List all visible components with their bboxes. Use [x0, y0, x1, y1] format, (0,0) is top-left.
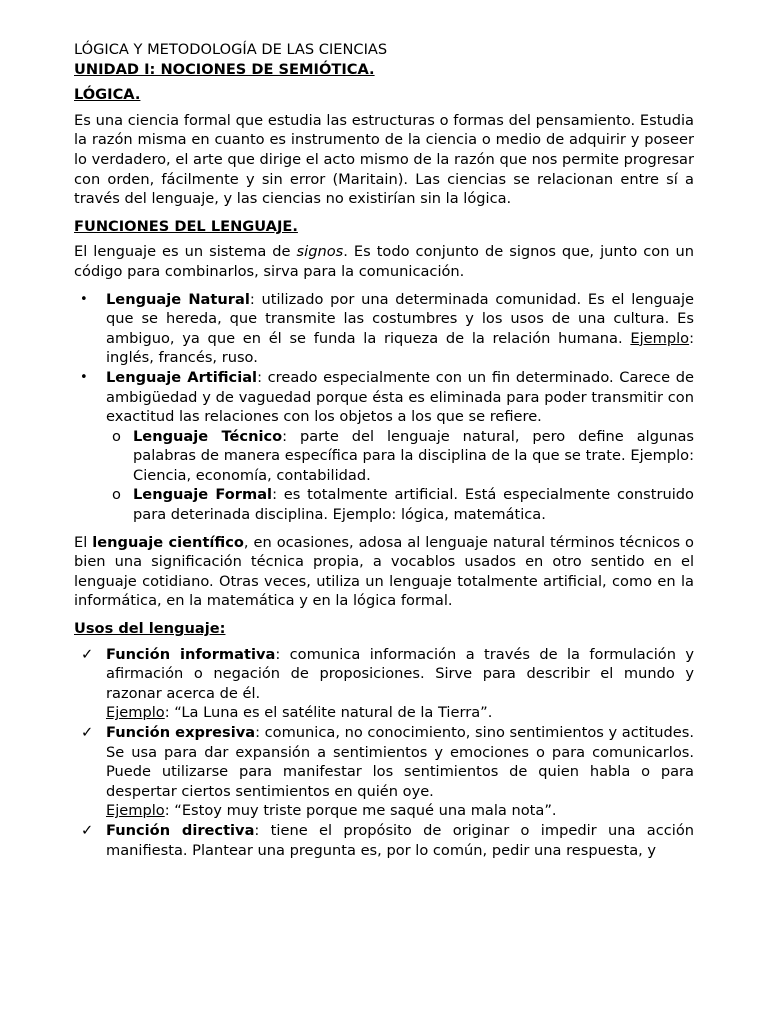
bullet-disc-icon: • — [80, 369, 88, 385]
term-formal: Lenguaje Formal — [133, 486, 273, 504]
usos-list — [74, 645, 694, 861]
term-informativa: Función informativa — [106, 645, 276, 663]
text-tecnico: : parte del lenguaje natural, pero define algunas palabras de manera específica para la disciplina de la que se trate. Ejemplo: Ciencia, economía, contabilidad. — [133, 427, 694, 484]
cientifico-text-a: El — [74, 533, 93, 551]
checkmark-icon: ✓ — [81, 724, 94, 741]
section-title-funciones: FUNCIONES DEL LENGUAJE. — [74, 217, 298, 235]
intro-emphasis: signos — [296, 243, 344, 261]
text-expresiva: : comunica, no conocimiento, sino sentimientos y actitudes. Se usa para dar expansión a sentimientos y emociones o para comunicarlos. Puede utilizarse para manifestar los sentimientos de quien habla o para despertar ciertos sentimientos en quién oye. — [106, 724, 695, 800]
logica-paragraph: Es una ciencia formal que estudia las estructuras o formas del pensamiento. Estudia la razón misma en cuanto es instrumento de la ciencia o medio de adquirir y poseer lo verdadero, el arte que dirige el acto mismo de la razón que nos permite progresar con orden, fácilmente y sin error (Maritain). Las ciencias se relacionan entre sí a través del lenguaje, y las ciencias no existirían sin la lógica. — [74, 111, 694, 208]
checkmark-icon: ✓ — [81, 821, 94, 839]
checkmark-icon: ✓ — [81, 645, 94, 663]
example-text-expresiva: : “Estoy muy triste porque me saqué una mala nota”. — [164, 802, 557, 820]
list-item-artificial — [74, 368, 694, 525]
term-artificial: Lenguaje Artificial — [106, 368, 258, 386]
list-item-expresiva — [74, 723, 694, 821]
cientifico-paragraph — [74, 533, 694, 611]
example-label-informativa: Ejemplo — [106, 704, 165, 722]
list-item-natural — [74, 290, 694, 368]
text-formal: : es totalmente artificial. Está especialmente construido para deterinada disciplina. Ejemplo: lógica, matemática. — [133, 486, 694, 524]
funciones-intro-paragraph — [74, 242, 694, 281]
cientifico-text-b: , en ocasiones, adosa al lenguaje natural términos técnicos o bien una significación técnica propia, a vocablos usados en otro sentido en el lenguaje cotidiano. Otras veces, utiliza un lenguaje totalmente artificial, como en la informática, en la matemática y en la lógica formal. — [74, 533, 694, 610]
bullet-disc-icon: • — [80, 291, 88, 307]
intro-text-b: . Es todo conjunto de signos que, junto con un código para combinarlos, sirva para la comunicación. — [74, 243, 694, 280]
example-informativa — [106, 703, 694, 723]
sublist-item-formal — [106, 485, 694, 524]
list-item-directiva — [74, 821, 694, 860]
text-artificial: : creado especialmente con un fin determinado. Carece de ambigüedad y de vaguedad porque ésta es eliminada para poder transmitir con exactitud las relaciones con los objetos a los que se refiere. — [106, 368, 694, 426]
intro-text-a: El lenguaje es un sistema de — [74, 243, 297, 261]
example-text-informativa: : “La Luna es el satélite natural de la Tierra”. — [164, 704, 493, 722]
example-label-expresiva: Ejemplo — [106, 802, 165, 820]
unit-title: UNIDAD I: NOCIONES DE SEMIÓTICA. — [74, 60, 375, 78]
course-header: LÓGICA Y METODOLOGÍA DE LAS CIENCIAS — [74, 41, 388, 58]
bullet-circle-icon: o — [112, 486, 121, 504]
language-types-list — [74, 290, 694, 525]
section-title-usos: Usos del lenguaje: — [74, 620, 226, 638]
document-page — [74, 40, 694, 868]
bullet-circle-icon: o — [112, 427, 121, 445]
example-label-natural: Ejemplo — [630, 329, 690, 347]
term-natural: Lenguaje Natural — [106, 290, 250, 308]
text-informativa: : comunica información a través de la formulación y afirmación o negación de proposiciones. Sirve para describir el mundo y razonar acerca de él. — [106, 645, 694, 702]
text-directiva: : tiene el propósito de originar o impedir una acción manifiesta. Plantear una pregunta es, por lo común, pedir una respuesta, y — [106, 821, 694, 859]
text-natural: : utilizado por una determinada comunidad. Es el lenguaje que se hereda, que transmite las costumbres y los usos de una cultura. Es ambiguo, ya que en él se funda la riqueza de la relación humana. — [106, 290, 694, 347]
cientifico-term: lenguaje científico — [92, 533, 244, 551]
example-text-natural: : inglés, francés, ruso. — [106, 329, 694, 367]
list-item-informativa — [74, 645, 694, 723]
term-tecnico: Lenguaje Técnico — [133, 427, 283, 445]
example-expresiva — [106, 801, 694, 821]
term-directiva: Función directiva — [106, 821, 255, 839]
term-expresiva: Función expresiva — [106, 724, 256, 741]
section-title-logica: LÓGICA. — [74, 86, 141, 104]
artificial-sublist — [106, 427, 694, 525]
sublist-item-tecnico — [106, 427, 694, 486]
